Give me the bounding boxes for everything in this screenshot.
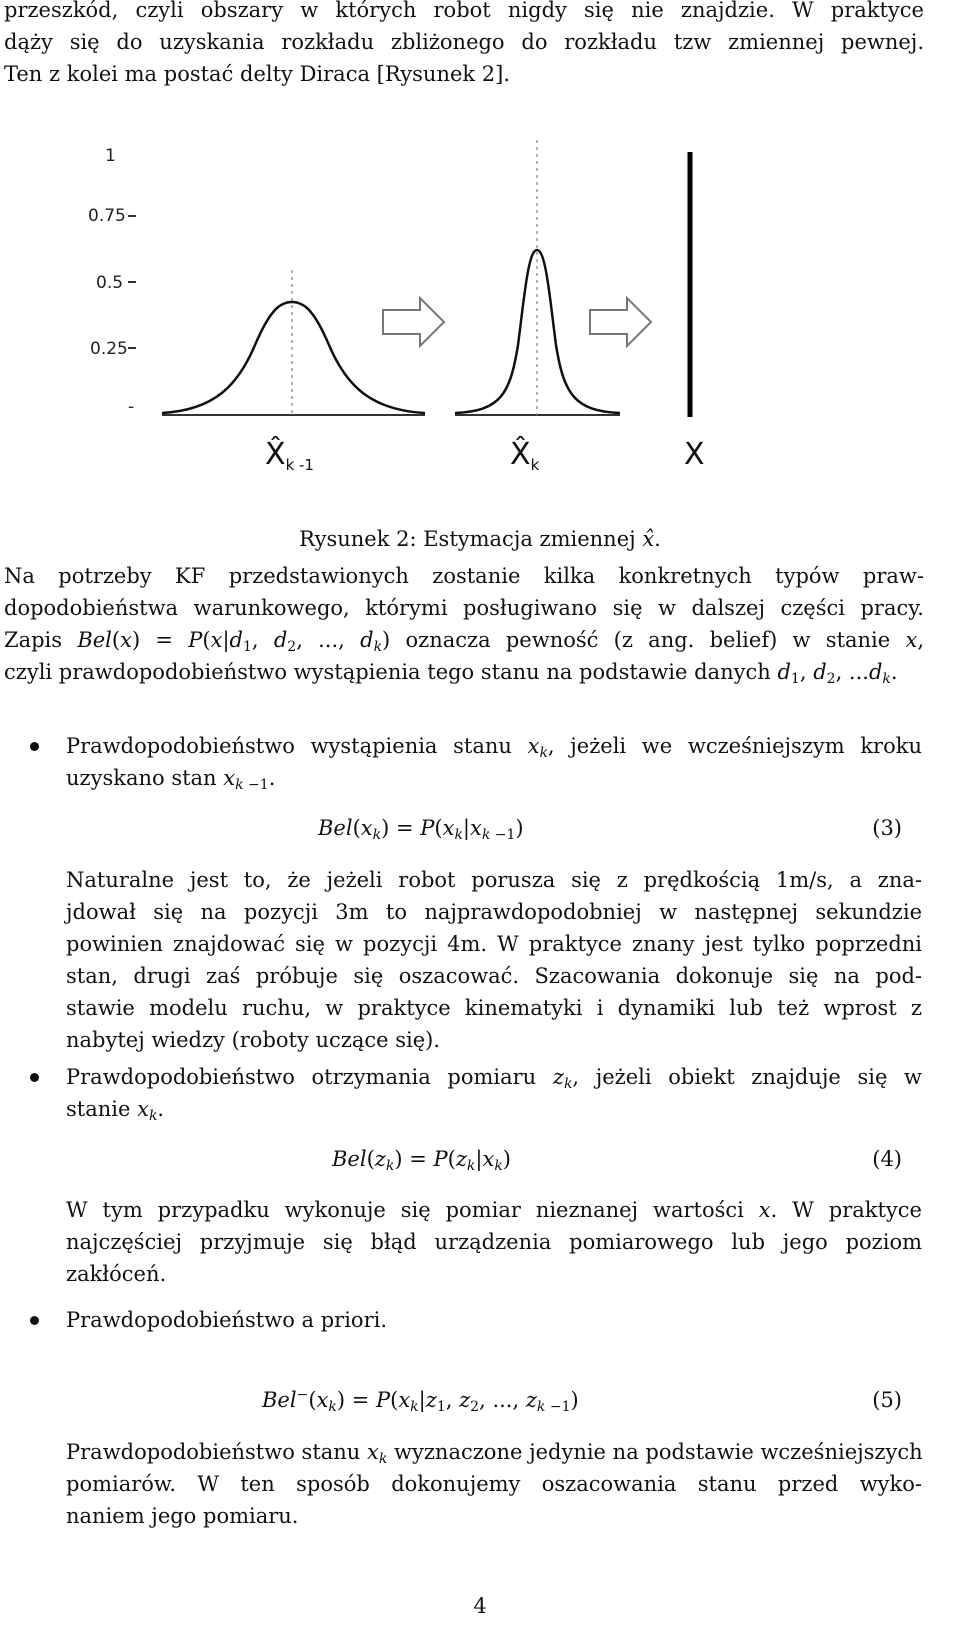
intro-line-3: Ten z kolei ma postać delty Diraca [Rysunek 2]. [4,62,511,86]
figure-caption: Rysunek 2: Estymacja zmiennej x̂. [299,527,661,551]
bullet3-explanation: Prawdopodobieństwo stanu $x_k$ wyznaczone jedynie na podstawie wcześniejszych pomiarów. W ten sposób dokonujemy oszacowania stanu przed wyko- naniem jego pomiaru. [66,1440,923,1528]
label-x-hat-k: $X̂_k$ [510,437,540,474]
ytick-1: 1 [105,146,116,166]
ytick-0: - [128,397,135,417]
intro-line-2: dąży się do uzyskania rozkładu zbliżonego do rozkładu tzw zmiennej pewnej. [4,30,924,54]
page-number: 4 [473,1594,487,1618]
label-x: X [684,437,705,472]
ytick-025: 0.25 [90,339,128,359]
ytick-075: 0.75 [88,206,126,226]
intro-line-1: przeszkód, czyli obszary w których robot nigdy się nie znajdzie. W praktyce [4,0,924,22]
bullet2-text: Prawdopodobieństwo otrzymania pomiaru $z_k$, jeżeli obiekt znajduje się w stanie $x_k$. [66,1065,922,1124]
para1-line-3: Zapis $Bel(x) = P(x|d_1$, $d_2$, ..., $d_k$) oznacza pewność (z ang. belief) w stanie x, [4,628,924,655]
intro-paragraph [4,0,924,90]
para1-line-1: Na potrzeby KF przedstawionych zostanie kilka konkretnych typów praw- [4,564,924,588]
ytick-05: 0.5 [96,273,124,293]
bullet2-explanation: W tym przypadku wykonuje się pomiar nieznanej wartości x. W praktyce najczęściej przyjmuje się błąd urządzenia pomiarowego lub jego poziom zakłóceń. [66,1198,922,1286]
bullet3-text: Prawdopodobieństwo a priori. [66,1308,388,1332]
bullet-point [30,1316,39,1325]
bullet-point [30,742,39,751]
paragraph-kf-types [4,560,924,688]
figure-estimation [0,130,960,500]
equation-number-5: (5) [872,1388,902,1412]
equation-5: $Bel^-(x_k) = P(x_k|z_1$, $z_2$, ..., $z_{k -1}$) [262,1387,579,1415]
para1-line-2: dopodobieństwa warunkowego, którymi posługiwano się w dalszej części pracy. [4,596,924,620]
equation-number-4: (4) [872,1147,902,1171]
equation-3: $Bel(x_k) = P(x_k|x_{k -1})$ [318,816,524,843]
bullet1-text: Prawdopodobieństwo wystąpienia stanu $x_k$, jeżeli we wcześniejszym kroku uzyskano stan $x_{k -1}$. [66,734,922,793]
para1-line-4: czyli prawdopodobieństwo wystąpienia tego stanu na podstawie danych $d_1$, $d_2$, $...d_k$. [4,660,898,687]
arrow-right-icon [383,298,444,346]
arrow-right-icon [590,298,651,346]
equation-4: $Bel(z_k) = P(z_k|x_k)$ [332,1147,511,1174]
equation-number-3: (3) [872,816,902,840]
bullet-point [30,1073,39,1082]
bullet1-explanation: Naturalne jest to, że jeżeli robot porusza się z prędkością 1m/s, a zna- jdował się na pozycji 3m to najprawdopodobniej w następnej sekundzie powinien znajdować się w pozycji 4m. W praktyce znany jest tylko poprzedni stan, drugi zaś próbuje się oszacować. Szacowania dokonuje się na pod- stawie modelu ruchu, w praktyce kinematyki i dynamiki lub też wprost z nabytej wiedzy (roboty uczące się). [66,868,922,1052]
label-x-hat-k-minus-1: $X̂_{k -1}$ [265,437,314,474]
